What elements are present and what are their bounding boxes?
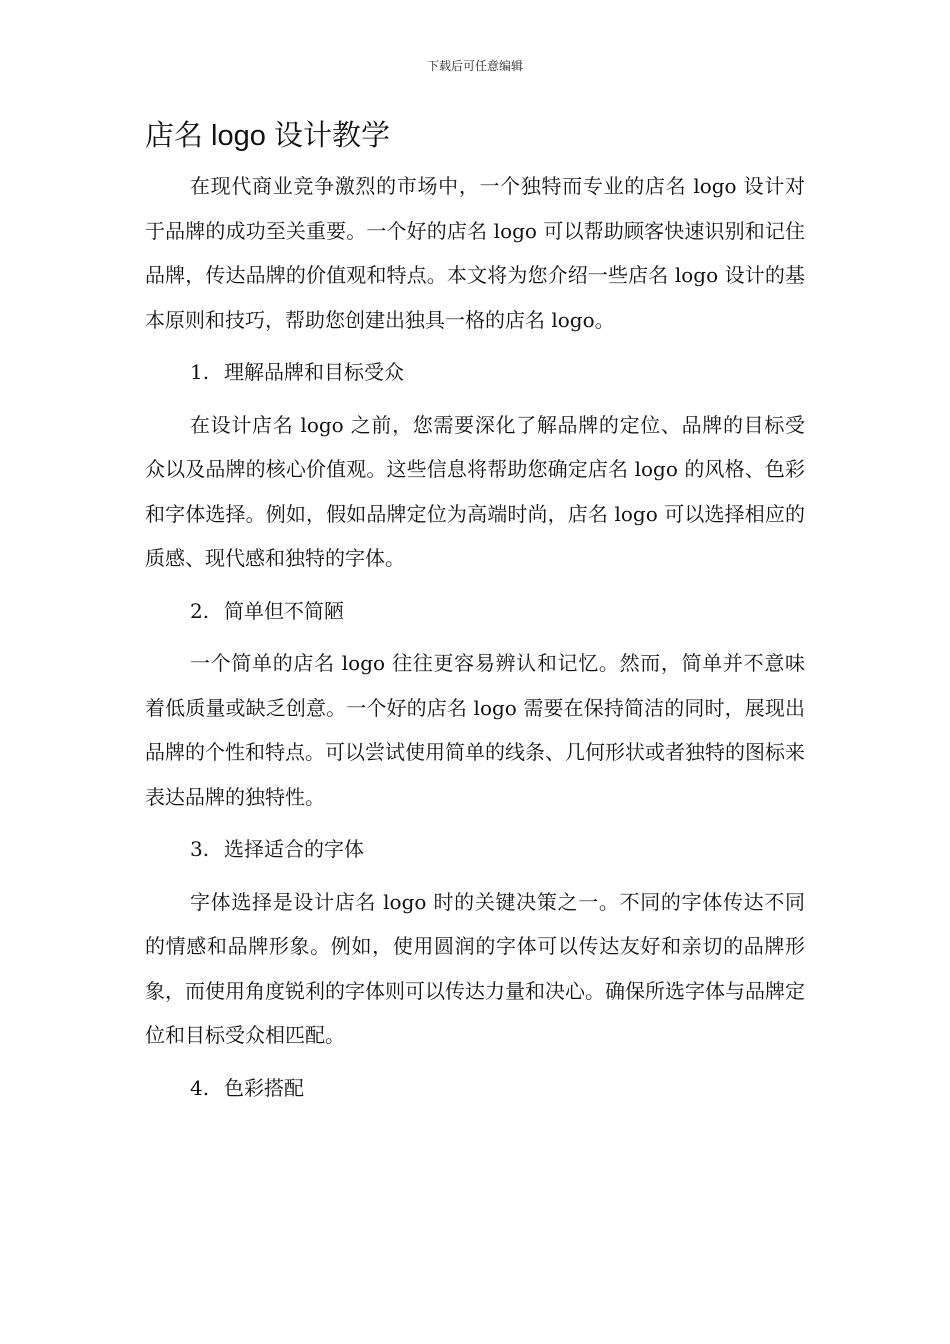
section-body: 一个简单的店名 logo 往往更容易辨认和记忆。然而，简单并不意味着低质量或缺乏创意。一个好的店名 logo 需要在保持简洁的同时，展现出品牌的个性和特点。可以尝试使用简单的线条、几何形状或者独特的图标来表达品牌的独特性。 xyxy=(145,651,805,809)
intro-paragraph: 在现代商业竞争激烈的市场中，一个独特而专业的店名 logo 设计对于品牌的成功至关重要。一个好的店名 logo 可以帮助顾客快速识别和记住品牌，传达品牌的价值观和特点。本文将为您介绍一些店名 logo 设计的基本原则和技巧，帮助您创建出独具一格的店名 logo。 xyxy=(145,174,805,332)
section-heading-text: 色彩搭配 xyxy=(224,1075,304,1100)
section-heading-text: 简单但不简陋 xyxy=(224,598,344,623)
section-body: 在设计店名 logo 之前，您需要深化了解品牌的定位、品牌的目标受众以及品牌的核心价值观。这些信息将帮助您确定店名 logo 的风格、色彩和字体选择。例如，假如品牌定位为高端时尚，店名 logo 可以选择相应的质感、现代感和独特的字体。 xyxy=(145,412,805,570)
header-note: 下载后可任意编辑 xyxy=(426,59,523,73)
section-1 xyxy=(145,350,805,581)
section-3 xyxy=(145,827,805,1058)
section-heading-text: 理解品牌和目标受众 xyxy=(224,360,404,384)
document-body xyxy=(145,164,805,1118)
section-number: 1. xyxy=(190,360,210,384)
section-2 xyxy=(145,589,805,820)
section-number: 3. xyxy=(190,837,210,861)
section-number: 2. xyxy=(190,598,210,623)
section-heading xyxy=(145,350,805,395)
section-heading-text: 选择适合的字体 xyxy=(224,837,364,861)
section-4 xyxy=(145,1066,805,1111)
section-body: 字体选择是设计店名 logo 时的关键决策之一。不同的字体传达不同的情感和品牌形象。例如，使用圆润的字体可以传达友好和亲切的品牌形象，而使用角度锐利的字体则可以传达力量和决心。确保所选字体与品牌定位和目标受众相匹配。 xyxy=(145,889,805,1047)
section-number: 4. xyxy=(190,1075,210,1100)
section-heading xyxy=(145,1066,805,1111)
section-heading xyxy=(145,827,805,872)
section-heading xyxy=(145,589,805,634)
document-title: 店名 logo 设计教学 xyxy=(145,120,390,152)
